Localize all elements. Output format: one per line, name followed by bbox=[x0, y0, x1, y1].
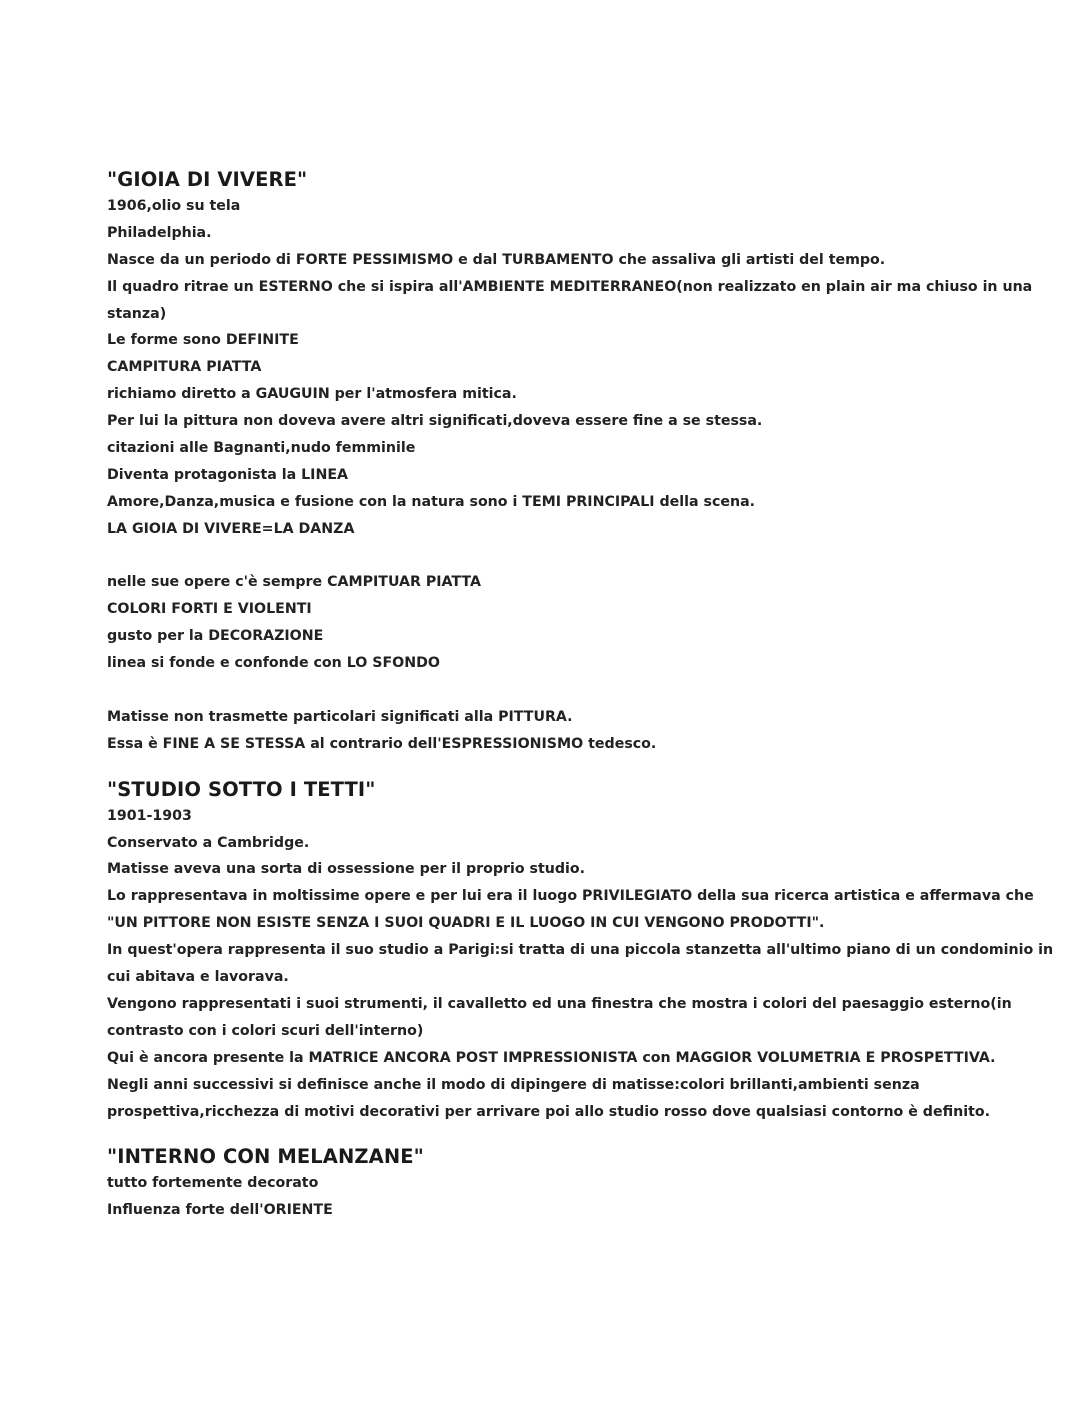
section-studio-sotto-i-tetti bbox=[107, 776, 1054, 1126]
text-line: Amore,Danza,musica e fusione con la natura sono i TEMI PRINCIPALI della scena. bbox=[107, 493, 756, 510]
text-line: Essa è FINE A SE STESSA al contrario dell'ESPRESSIONISMO tedesco. bbox=[107, 735, 657, 752]
text-line: Philadelphia. bbox=[107, 224, 212, 241]
text-line: LA GIOIA DI VIVERE=LA DANZA bbox=[107, 520, 355, 537]
spacer bbox=[107, 758, 1007, 776]
text-line: "UN PITTORE NON ESISTE SENZA I SUOI QUADRI E IL LUOGO IN CUI VENGONO PRODOTTI". bbox=[107, 915, 825, 932]
text-line: Nasce da un periodo di FORTE PESSIMISMO e dal TURBAMENTO che assaliva gli artisti del tempo. bbox=[107, 251, 886, 268]
text-line: CAMPITURA PIATTA bbox=[107, 359, 262, 376]
section-title-text: "INTERNO CON MELANZANE" bbox=[107, 1145, 424, 1169]
document-page bbox=[107, 166, 1054, 1224]
text-line: Il quadro ritrae un ESTERNO che si ispira all'AMBIENTE MEDITERRANEO(non realizzato en plain air ma chiuso in una bbox=[107, 278, 1033, 295]
section-title-text: "GIOIA DI VIVERE" bbox=[107, 168, 308, 191]
text-line: stanza) bbox=[107, 305, 167, 322]
text-line: contrasto con i colori scuri dell'interno) bbox=[107, 1022, 424, 1039]
text-line: Lo rappresentava in moltissime opere e per lui era il luogo PRIVILEGIATO della sua ricerca artistica e affermava che bbox=[107, 888, 1034, 905]
text-line: Matisse non trasmette particolari significati alla PITTURA. bbox=[107, 708, 573, 725]
text-line: tutto fortemente decorato bbox=[107, 1175, 319, 1192]
text-line: In quest'opera rappresenta il suo studio a Parigi:si tratta di una piccola stanzetta all'ultimo piano di un condominio in bbox=[107, 942, 1054, 959]
spacer bbox=[107, 1125, 1007, 1143]
section-title bbox=[107, 166, 307, 193]
spacer bbox=[107, 543, 1007, 570]
text-line: 1901-1903 bbox=[107, 807, 192, 824]
text-line: linea si fonde e confonde con LO SFONDO bbox=[107, 655, 440, 672]
text-line: Vengono rappresentati i suoi strumenti, il cavalletto ed una finestra che mostra i colori del paesaggio esterno(in bbox=[107, 995, 1012, 1012]
text-line: Negli anni successivi si definisce anche il modo di dipingere di matisse:colori brillanti,ambienti senza bbox=[107, 1076, 920, 1093]
text-line: richiamo diretto a GAUGUIN per l'atmosfera mitica. bbox=[107, 386, 517, 403]
text-line: Influenza forte dell'ORIENTE bbox=[107, 1202, 333, 1219]
text-line: nelle sue opere c'è sempre CAMPITUAR PIATTA bbox=[107, 574, 481, 591]
text-line: cui abitava e lavorava. bbox=[107, 969, 289, 986]
text-line: Per lui la pittura non doveva avere altri significati,doveva essere fine a se stessa. bbox=[107, 413, 763, 430]
section-title-text: "STUDIO SOTTO I TETTI" bbox=[107, 777, 376, 801]
text-line: Le forme sono DEFINITE bbox=[107, 332, 299, 349]
text-line: COLORI FORTI E VIOLENTI bbox=[107, 601, 312, 618]
section-gioia-di-vivere bbox=[107, 166, 1033, 758]
section-title bbox=[107, 1143, 432, 1170]
section-interno-con-melanzane bbox=[107, 1143, 1007, 1224]
text-line: Qui è ancora presente la MATRICE ANCORA POST IMPRESSIONISTA con MAGGIOR VOLUMETRIA E PROSPETTIVA. bbox=[107, 1049, 996, 1066]
spacer bbox=[107, 677, 1007, 704]
text-line: 1906,olio su tela bbox=[107, 198, 241, 214]
text-line: gusto per la DECORAZIONE bbox=[107, 628, 324, 645]
text-line: Conservato a Cambridge. bbox=[107, 834, 310, 851]
text-line: prospettiva,ricchezza di motivi decorativi per arrivare poi allo studio rosso dove qualsiasi contorno è definito. bbox=[107, 1103, 990, 1120]
text-line: citazioni alle Bagnanti,nudo femminile bbox=[107, 440, 416, 457]
section-title bbox=[107, 776, 384, 803]
text-line: Matisse aveva una sorta di ossessione per il proprio studio. bbox=[107, 861, 586, 878]
text-line: Diventa protagonista la LINEA bbox=[107, 466, 349, 483]
